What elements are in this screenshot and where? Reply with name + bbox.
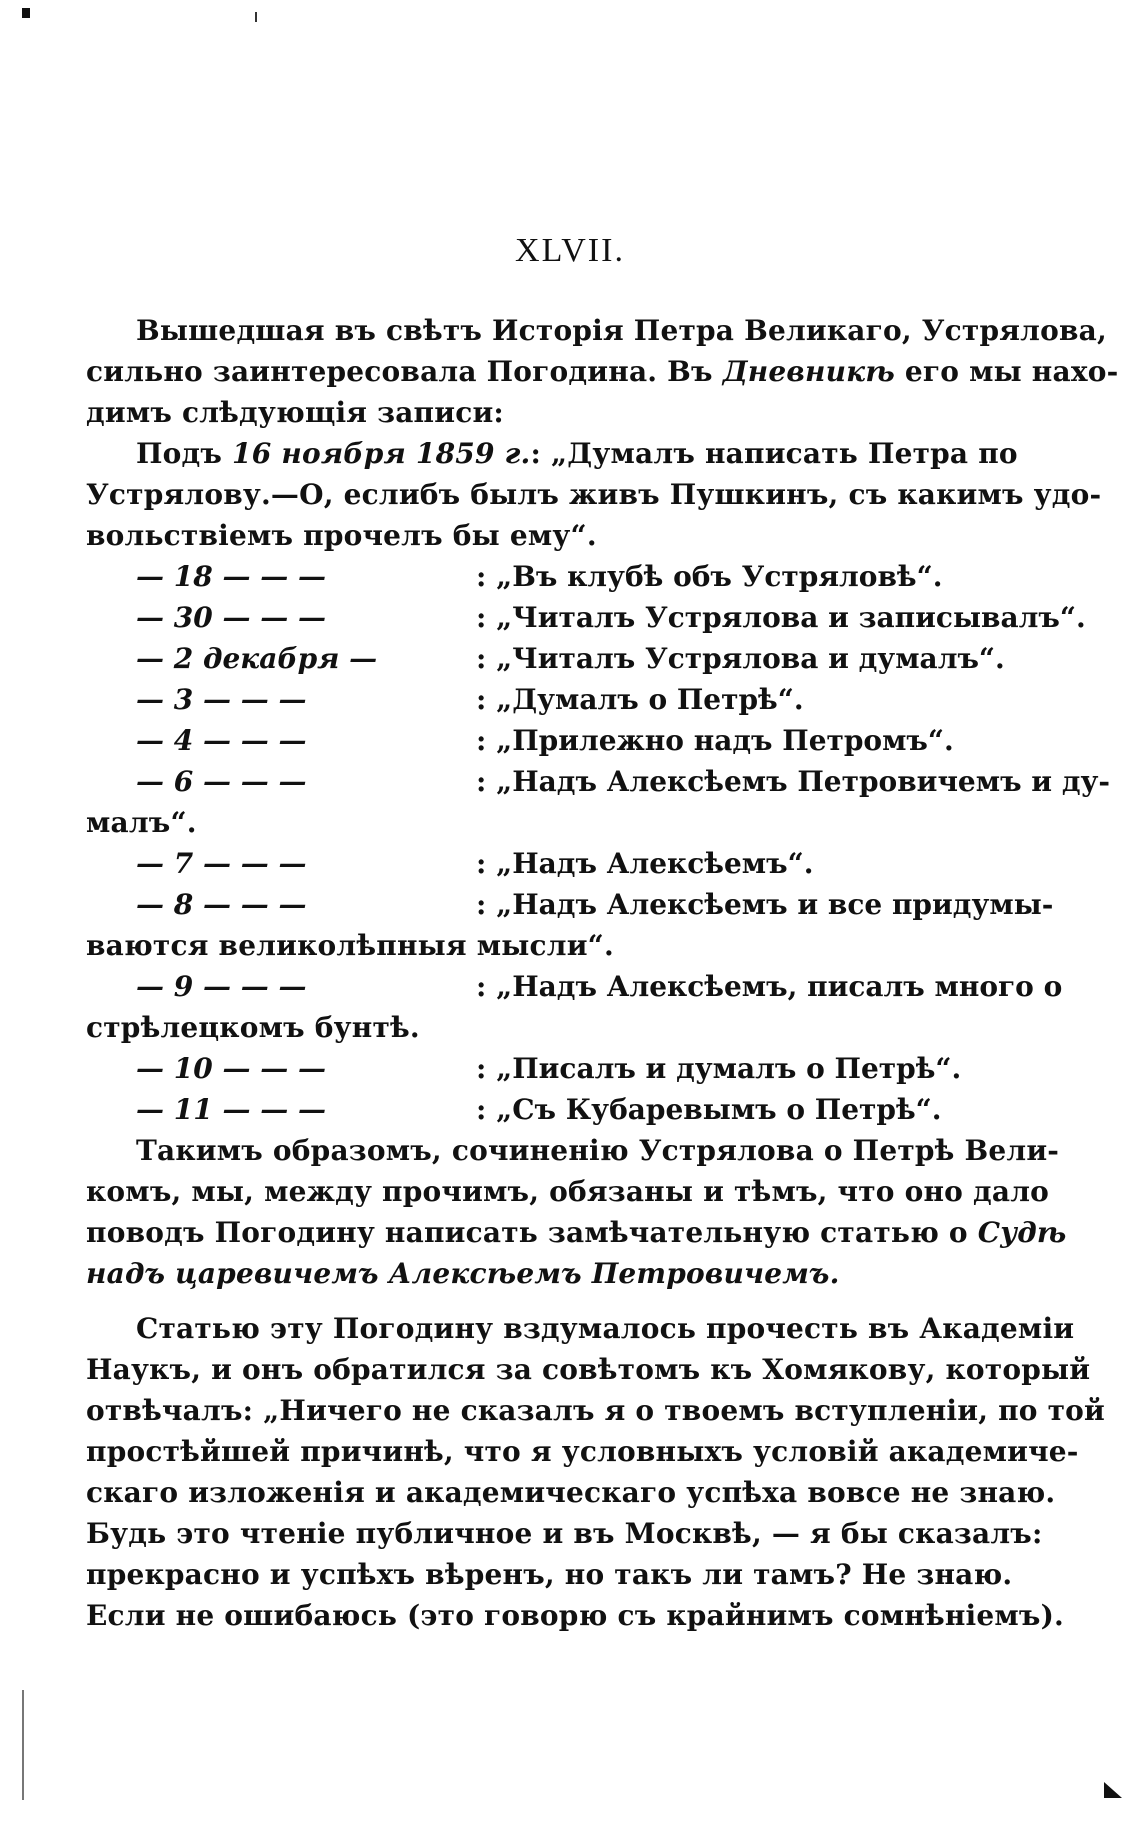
diary-entry-first: Подъ 16 ноября 1859 г.: „Думалъ написать Петра по	[136, 437, 1018, 470]
text-line: Устрялову.—О, еслибъ былъ живъ Пушкинъ, съ какимъ удо-	[86, 478, 1102, 511]
text-line: простѣйшей причинѣ, что я условныхъ условій академиче-	[86, 1435, 1079, 1468]
diary-entry: — 2 декабря — : „Читалъ Устрялова и думалъ“.	[136, 642, 1005, 675]
text-line: сильно заинтересовала Погодина. Въ Дневникѣ его мы нахо-	[86, 355, 1119, 388]
diary-entry: — 18 — — — : „Въ клубѣ объ Устряловѣ“.	[136, 560, 943, 593]
diary-entry: — 10 — — — : „Писалъ и думалъ о Петрѣ“.	[136, 1052, 962, 1085]
text-line: отвѣчалъ: „Ничего не сказалъ я о твоемъ вступленіи, по той	[86, 1394, 1106, 1427]
text-line: скаго изложенія и академическаго успѣха вовсе не знаю.	[86, 1476, 1056, 1509]
text-line: стрѣлецкомъ бунтѣ.	[86, 1011, 420, 1044]
text-line: Такимъ образомъ, сочиненію Устрялова о Петрѣ Вели-	[136, 1134, 1060, 1167]
diary-entry: — 7 — — — : „Надъ Алексѣемъ“.	[136, 847, 814, 880]
text-line: вольствіемъ прочелъ бы ему“.	[86, 519, 597, 552]
text-line: Если не ошибаюсь (это говорю съ крайнимъ сомнѣніемъ).	[86, 1599, 1065, 1632]
text-line: димъ слѣдующія записи:	[86, 396, 504, 429]
diary-entry: — 4 — — — : „Прилежно надъ Петромъ“.	[136, 724, 954, 757]
diary-entry: — 11 — — — : „Съ Кубаревымъ о Петрѣ“.	[136, 1093, 942, 1126]
scan-mark-bottom-left	[22, 1690, 24, 1800]
text-line: Вышедшая въ свѣтъ Исторія Петра Великаго, Устрялова,	[136, 314, 1107, 347]
diary-entry: — 3 — — — : „Думалъ о Петрѣ“.	[136, 683, 804, 716]
text-line: Наукъ, и онъ обратился за совѣтомъ къ Хомякову, который	[86, 1353, 1091, 1386]
diary-entry: — 8 — — — : „Надъ Алексѣемъ и все придумы-	[136, 888, 1054, 921]
scan-mark-top-left	[22, 8, 30, 18]
text-line: Статью эту Погодину вздумалось прочесть въ Академіи	[136, 1312, 1075, 1345]
chapter-number: XLVII.	[515, 232, 625, 269]
text-line: поводъ Погодину написать замѣчательную статью о Судѣ	[86, 1216, 1067, 1249]
text-line: малъ“.	[86, 806, 197, 839]
scan-mark-bottom-right	[1104, 1782, 1122, 1798]
diary-entry: — 30 — — — : „Читалъ Устрялова и записывалъ“.	[136, 601, 1086, 634]
text-line: надъ царевичемъ Алексѣемъ Петровичемъ.	[86, 1257, 840, 1290]
text-line: Будь это чтеніе публичное и въ Москвѣ, — я бы сказалъ:	[86, 1517, 1043, 1550]
diary-word: Дневникѣ	[722, 355, 895, 388]
text-line: прекрасно и успѣхъ вѣренъ, но такъ ли тамъ? Не знаю.	[86, 1558, 1013, 1591]
scan-mark-top	[255, 12, 257, 22]
text-line: ваются великолѣпныя мысли“.	[86, 929, 614, 962]
diary-entry: — 6 — — — : „Надъ Алексѣемъ Петровичемъ и ду-	[136, 765, 1111, 798]
text-line: комъ, мы, между прочимъ, обязаны и тѣмъ, что оно дало	[86, 1175, 1050, 1208]
diary-entry: — 9 — — — : „Надъ Алексѣемъ, писалъ много о	[136, 970, 1063, 1003]
